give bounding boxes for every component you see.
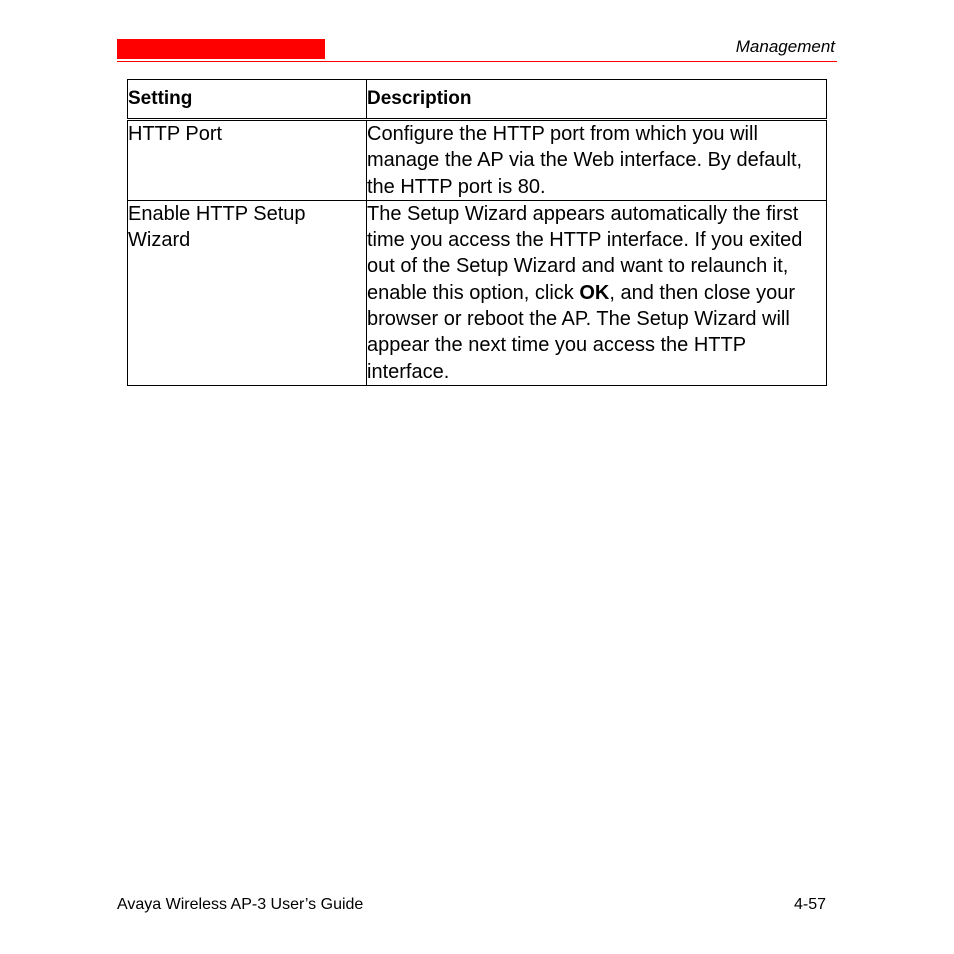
footer-page-number: 4-57 [793, 896, 826, 913]
setting-name-cell: HTTP Port [128, 120, 367, 201]
table-header-row [128, 80, 827, 120]
column-header-description: Description [367, 80, 827, 120]
description-cell [367, 120, 827, 201]
section-title: Management [735, 37, 835, 56]
description-bold-text: OK [579, 281, 610, 304]
header-red-bar [117, 39, 325, 59]
settings-table [127, 79, 827, 386]
description-text-after: , and then close your browser or reboot the AP. The Setup Wizard will appear the next time you access the HTTP interface. [367, 281, 796, 383]
description-cell [367, 200, 827, 385]
column-header-setting: Setting [128, 80, 367, 120]
table-row [128, 200, 827, 385]
header-rule [117, 61, 837, 62]
setting-name-cell: Enable HTTP Setup Wizard [128, 200, 367, 385]
description-text: The Setup Wizard appears automatically the first time you access the HTTP interface. If you exited out of the Setup Wizard and want to relaunch it, enable this option, click [367, 202, 803, 304]
table-row [128, 120, 827, 201]
description-text: Configure the HTTP port from which you will manage the AP via the Web interface. By default, the HTTP port is 80. [367, 123, 803, 198]
footer-guide-title: Avaya Wireless AP-3 User’s Guide [117, 896, 364, 913]
